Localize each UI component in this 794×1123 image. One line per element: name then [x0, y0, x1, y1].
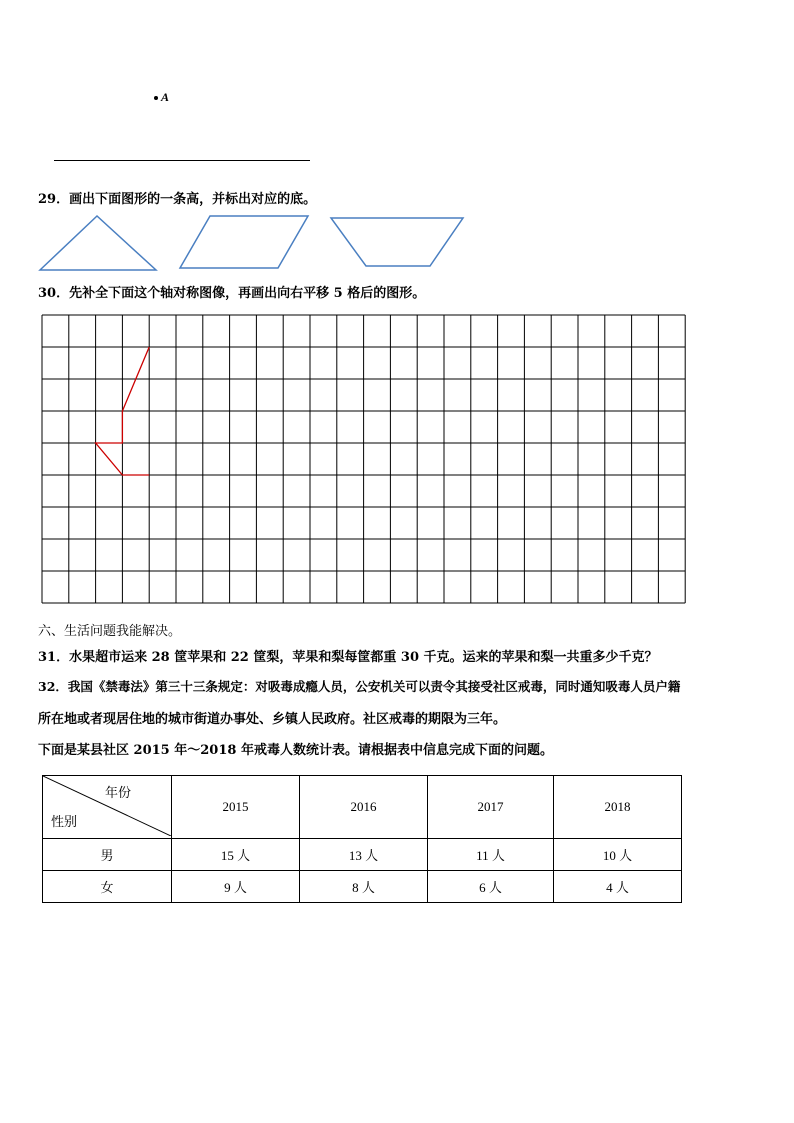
question-32-line3: 下面是某县社区 2015 年～2018 年戒毒人数统计表。请根据表中信息完成下面的问题。	[38, 743, 553, 758]
table-cell: 9 人	[172, 871, 300, 903]
table-cell: 15 人	[172, 839, 300, 871]
table-header-row	[43, 776, 682, 839]
point-a-label: A	[161, 90, 170, 104]
table-cell: 10 人	[553, 839, 681, 871]
question-32-line2: 所在地或者现居住地的城市街道办事处、乡镇人民政府。社区戒毒的期限为三年。	[38, 712, 507, 727]
table-cell: 13 人	[299, 839, 427, 871]
row-label-cell: 女	[43, 871, 172, 903]
triangle-shape	[40, 216, 156, 270]
table-cell: 6 人	[427, 871, 553, 903]
question-32-line1: 32．我国《禁毒法》第三十三条规定：对吸毒成瘾人员，公安机关可以责令其接受社区戒毒，同时通知吸毒人员户籍	[38, 679, 681, 694]
year-header-cell: 2017	[427, 776, 553, 839]
drug-rehab-stats-table	[42, 775, 682, 903]
square-grid	[38, 313, 688, 607]
table-cell: 11 人	[427, 839, 553, 871]
table-diagonal-header	[43, 776, 172, 839]
q29-shapes	[0, 210, 794, 276]
table-cell: 4 人	[553, 871, 681, 903]
question-29: 29．画出下面图形的一条高，并标出对应的底。	[38, 192, 317, 207]
trapezoid-shape	[331, 218, 463, 266]
header-gender-label: 性别	[51, 814, 78, 829]
section-6-heading: 六、生活问题我能解决。	[38, 624, 182, 639]
year-header-cell: 2018	[553, 776, 681, 839]
parallelogram-shape	[180, 216, 308, 268]
question-30: 30．先补全下面这个轴对称图像，再画出向右平移 5 格后的图形。	[38, 286, 426, 301]
year-header-cell: 2016	[299, 776, 427, 839]
header-year-label: 年份	[104, 785, 131, 800]
point-a-dot	[154, 96, 158, 100]
question-31: 31．水果超市运来 28 筐苹果和 22 筐梨，苹果和梨每筐都重 30 千克。运来的苹果和梨一共重多少千克？	[38, 650, 658, 665]
year-header-cell: 2015	[172, 776, 300, 839]
row-label-cell: 男	[43, 839, 172, 871]
baseline-line	[54, 160, 310, 161]
table-row	[43, 839, 682, 871]
table-row	[43, 871, 682, 903]
table-cell: 8 人	[299, 871, 427, 903]
